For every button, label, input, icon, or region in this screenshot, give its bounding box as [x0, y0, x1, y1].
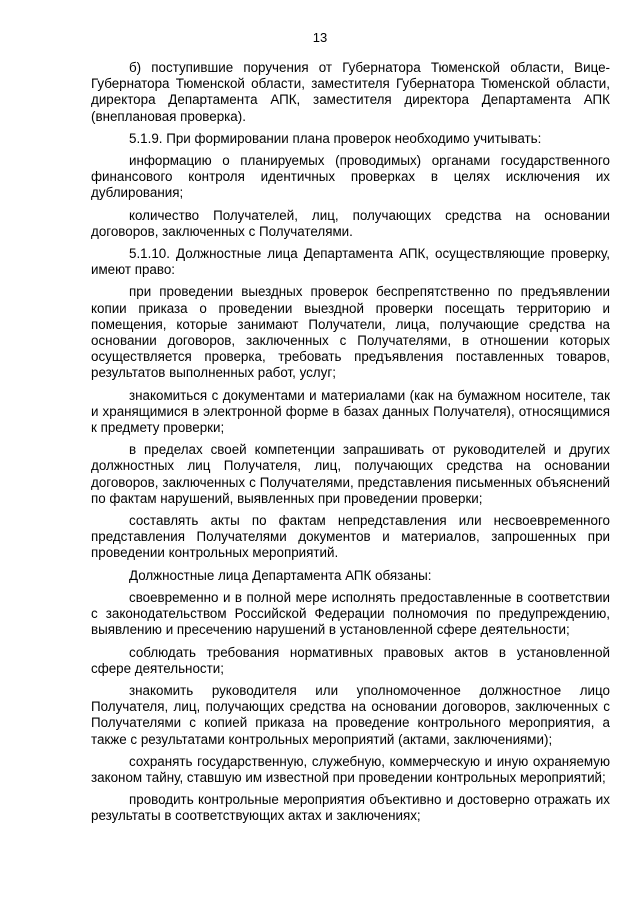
document-body [91, 60, 610, 831]
paragraph-request-explanations: в пределах своей компетенции запрашивать от руководителей и других должностных лиц Получателя, лиц, получающих средства на основании договоров, заключенных с Получателями, представления письменных объяснений по фактам нарушений, выявленных при проведении проверки; [91, 442, 610, 506]
paragraph-recipients-count: количество Получателей, лиц, получающих средства на основании договоров, заключенных с Получателями. [91, 207, 610, 239]
paragraph-exercise-powers: своевременно и в полной мере исполнять предоставленные в соответствии с законодательством Российской Федерации полномочия по предупреждению, выявлению и пресечению нарушений в установленной сфере деятельности; [91, 589, 610, 638]
paragraph-keep-secrets: сохранять государственную, служебную, коммерческую и иную охраняемую законом тайну, ставшую им известной при проведении контрольных мероприятий; [91, 753, 610, 785]
paragraph-conduct-objectively: проводить контрольные мероприятия объективно и достоверно отражать их результаты в соответствующих актах и заключениях; [91, 792, 610, 824]
paragraph-b-instructions: б) поступившие поручения от Губернатора Тюменской области, Вице-Губернатора Тюменской области, заместителя Губернатора Тюменской области, директора Департамента АПК, заместителя директора Департамента АПК (внеплановая проверка). [91, 60, 610, 124]
paragraph-5-1-9: 5.1.9. При формировании плана проверок необходимо учитывать: [129, 130, 542, 146]
paragraph-officials-obliged: Должностные лица Департамента АПК обязаны: [129, 567, 432, 583]
paragraph-inform-manager: знакомить руководителя или уполномоченное должностное лицо Получателя, лиц, получающих средства на основании договоров, заключенных с Получателями с копией приказа на проведение контрольного мероприятия, а также с результатами контрольных мероприятий (актами, заключениями); [91, 682, 610, 747]
paragraph-comply-regulations: соблюдать требования нормативных правовых актов в установленной сфере деятельности; [91, 644, 610, 676]
paragraph-onsite-inspections: при проведении выездных проверок беспрепятственно по предъявлении копии приказа о проведении выездной проверки посещать территорию и помещения, которые занимают Получатели, лица, получающие средства на основании договоров, заключенных с Получателями, в отношении которых осуществляется проверка, требовать предъявления поставленных товаров, результатов выполненных работ, услуг; [91, 284, 610, 381]
paragraph-5-1-10: 5.1.10. Должностные лица Департамента АПК, осуществляющие проверку, имеют право: [91, 246, 610, 278]
paragraph-planned-inspections: информацию о планируемых (проводимых) органами государственного финансового контроля идентичных проверках в целях исключения их дублирования; [91, 153, 610, 201]
paragraph-review-documents: знакомиться с документами и материалами (как на бумажном носителе, так и хранящимися в электронной форме в базах данных Получателя), относящимися к предмету проверки; [91, 387, 610, 436]
page-number: 13 [312, 30, 328, 45]
paragraph-compose-acts: составлять акты по фактам непредставления или несвоевременного представления Получателями документов и материалов, запрошенных при проведении контрольных мероприятий. [91, 513, 610, 561]
